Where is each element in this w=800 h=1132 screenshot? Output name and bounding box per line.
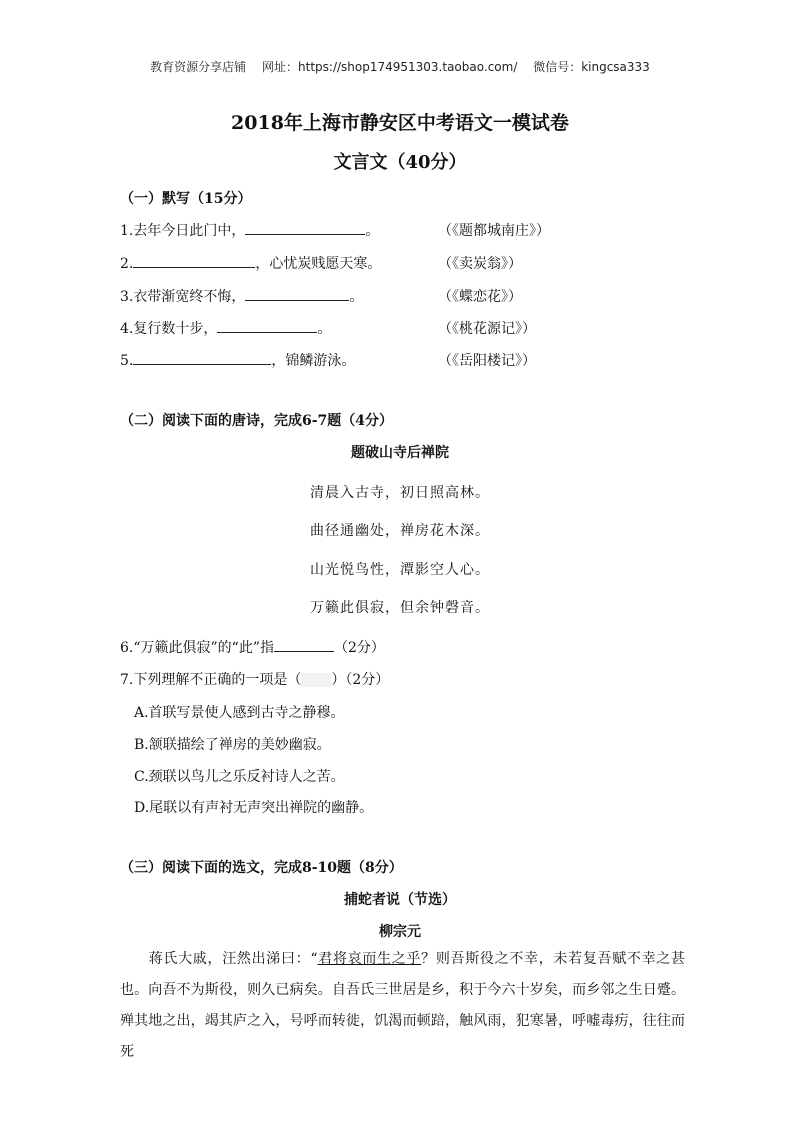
question-2 — [120, 253, 381, 273]
page-title: 2018年上海市静安区中考语文一模试卷 — [231, 112, 569, 134]
passage-text: ？则吾斯役之不幸，未若复吾赋不幸之甚也。向吾不为斯役，则久已病矣。自吾氏三世居是乡，积于今六十岁矣，而乡邻之生日蹙。殚其地之出，竭其庐之入，号呼而转徙，饥渴而顿踣，触风雨，犯寒暑，呼嘘毒疠，往往而死 — [120, 951, 686, 1060]
page-subtitle: 文言文（40分） — [333, 152, 467, 173]
passage-text: 蒋氏大戚，汪然出涕曰：“ — [148, 951, 318, 967]
underlined-phrase: 君将哀而生之乎 — [317, 951, 422, 967]
choice-a: A.首联写景使人感到古寺之静穆。 — [134, 705, 345, 721]
wechat-id: 微信号：kingcsa333 — [533, 60, 650, 74]
answer-blank[interactable] — [274, 637, 334, 652]
source-label: （《卖炭翁》） — [438, 256, 522, 272]
question-1 — [120, 220, 379, 240]
question-3 — [120, 286, 363, 306]
question-text: 3.衣带渐宽终不悔， — [120, 289, 246, 305]
answer-blank[interactable] — [133, 253, 255, 268]
shop-url[interactable]: 网址：https://shop174951303.taobao.com/ — [262, 60, 518, 74]
section3-heading: （三）阅读下面的选文，完成8-10题（8分） — [120, 860, 403, 876]
section1-heading: （一）默写（15分） — [120, 191, 252, 207]
source-label: （《桃花源记》） — [438, 321, 536, 337]
text-title: 捕蛇者说（节选） — [344, 892, 456, 908]
question-5 — [120, 350, 355, 370]
question-4 — [120, 318, 331, 338]
source-label: （《岳阳楼记》） — [438, 353, 536, 369]
question-text: 。 — [365, 223, 380, 239]
passage-paragraph — [120, 944, 685, 1068]
question-7 — [120, 669, 389, 689]
answer-blank[interactable] — [217, 318, 317, 333]
poem-line: 曲径通幽处，禅房花木深。 — [310, 523, 490, 539]
poem-title: 题破山寺后禅院 — [351, 445, 449, 461]
choice-c: C.颈联以鸟儿之乐反衬诗人之苦。 — [134, 769, 345, 785]
answer-blank[interactable] — [301, 673, 331, 687]
page-header — [0, 58, 800, 75]
source-label: （《蝶恋花》） — [438, 289, 522, 305]
question-text: 6.“万籁此俱寂”的“此”指 — [120, 640, 274, 656]
question-text: ，锦鳞游泳。 — [271, 353, 356, 369]
poem-line: 万籁此俱寂，但余钟磬音。 — [310, 600, 490, 616]
question-text: 。 — [317, 321, 332, 337]
source-label: （《题都城南庄》） — [438, 223, 550, 239]
question-text: 。 — [349, 289, 364, 305]
question-text: 4.复行数十步， — [120, 321, 218, 337]
section2-heading: （二）阅读下面的唐诗，完成6-7题（4分） — [120, 413, 394, 429]
shop-name: 教育资源分享店铺 — [150, 60, 247, 74]
poem-line: 山光悦鸟性，潭影空人心。 — [310, 562, 490, 578]
question-text: 5. — [120, 353, 134, 369]
question-score: ）（2分） — [331, 672, 390, 688]
poem-line: 清晨入古寺，初日照高林。 — [310, 485, 490, 501]
choice-d: D.尾联以有声衬无声突出禅院的幽静。 — [134, 800, 374, 816]
question-6 — [120, 637, 385, 657]
question-text: 1.去年今日此门中， — [120, 223, 246, 239]
answer-blank[interactable] — [245, 220, 365, 235]
answer-blank[interactable] — [133, 350, 271, 365]
question-text: 2. — [120, 256, 134, 272]
answer-blank[interactable] — [245, 286, 349, 301]
question-score: （2分） — [334, 640, 385, 656]
text-author: 柳宗元 — [379, 924, 421, 940]
choice-b: B.颔联描绘了禅房的美妙幽寂。 — [134, 737, 331, 753]
question-text: ，心忧炭贱愿天寒。 — [255, 256, 382, 272]
question-text: 7.下列理解不正确的一项是（ — [120, 672, 302, 688]
